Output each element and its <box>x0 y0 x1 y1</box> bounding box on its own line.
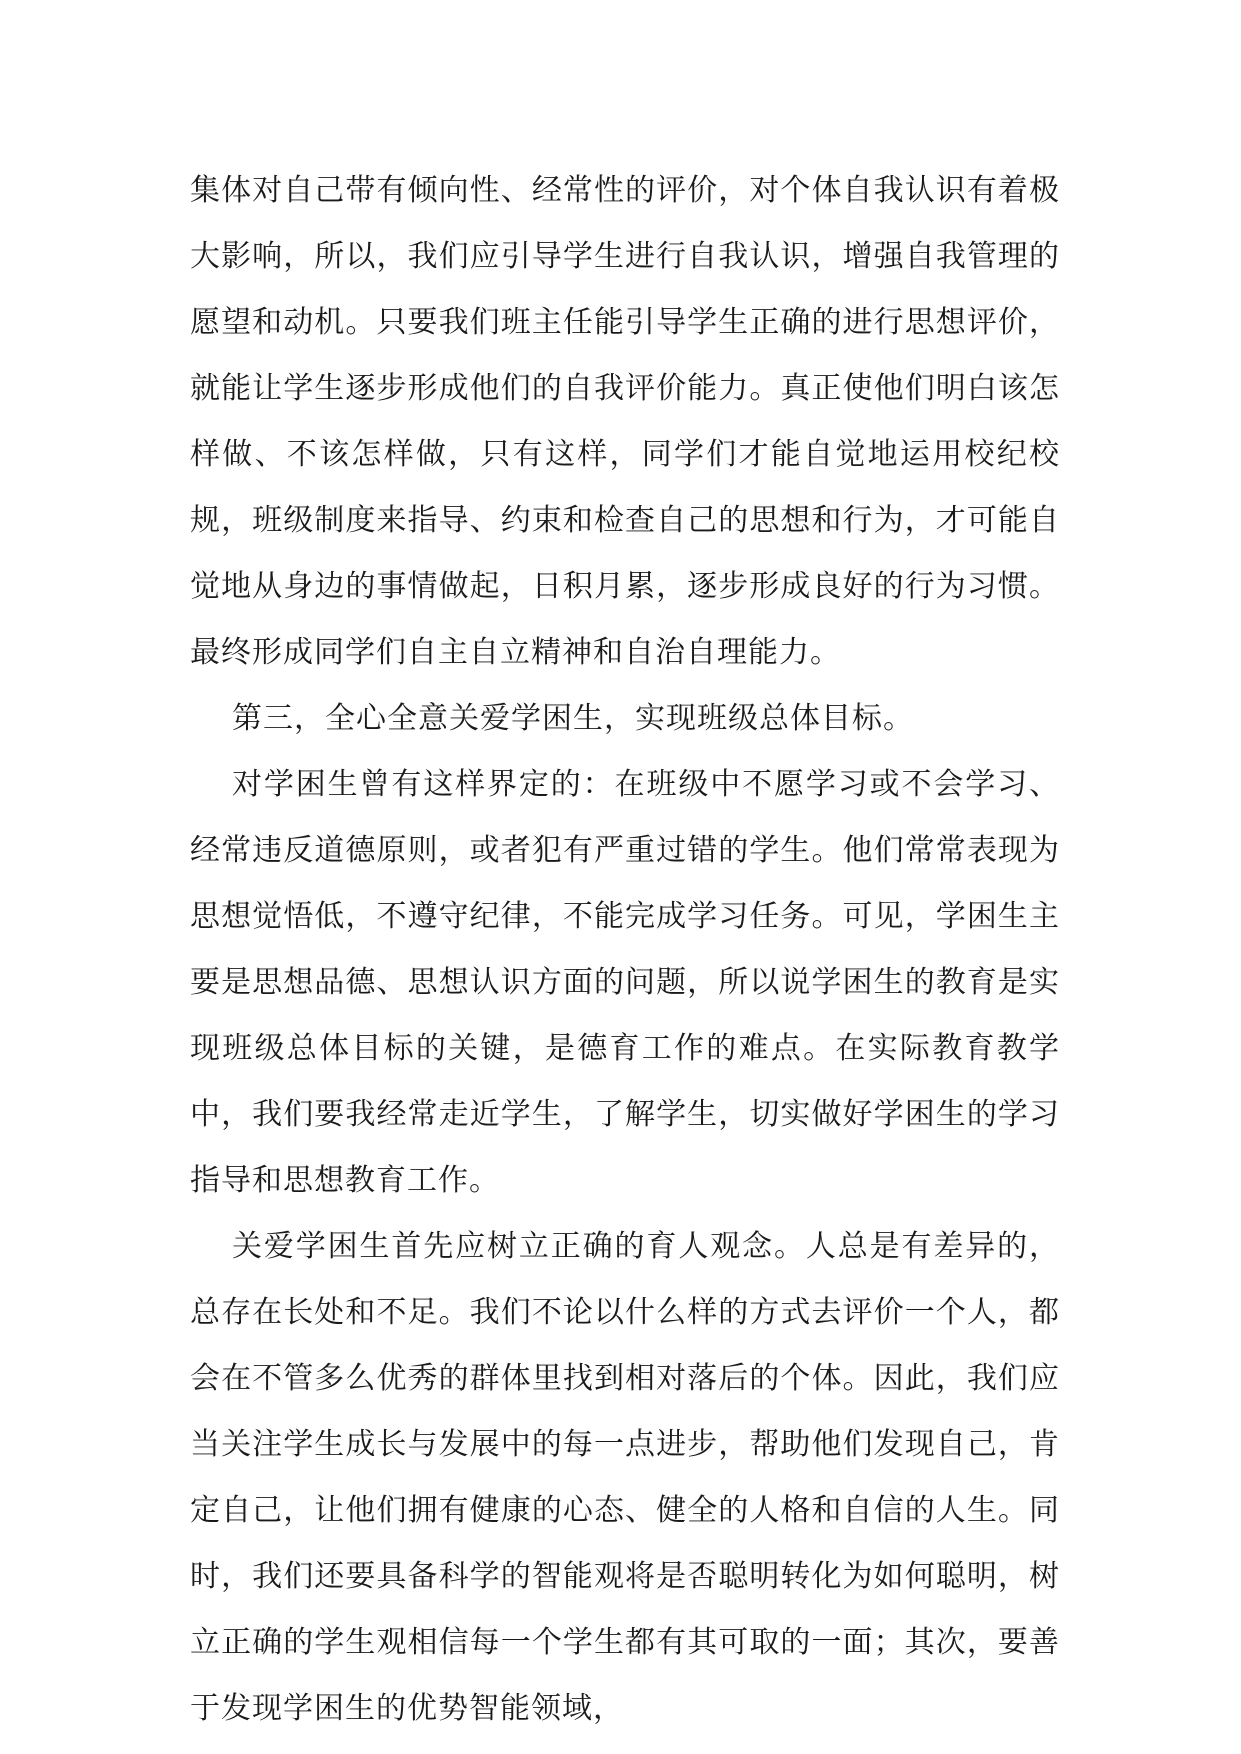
paragraph-4: 关爱学困生首先应树立正确的育人观念。人总是有差异的，总存在长处和不足。我们不论以什么样的方式去评价一个人，都会在不管多么优秀的群体里找到相对落后的个体。因此，我们应当关注学生成长与发展中的每一点进步，帮助他们发现自己，肯定自己，让他们拥有健康的心态、健全的人格和自信的人生。同时，我们还要具备科学的智能观将是否聪明转化为如何聪明，树立正确的学生观相信每一个学生都有其可取的一面；其次，要善于发现学困生的优势智能领域， <box>190 1229 1060 1726</box>
paragraph-3: 对学困生曾有这样界定的：在班级中不愿学习或不会学习、经常违反道德原则，或者犯有严重过错的学生。他们常常表现为思想觉悟低，不遵守纪律，不能完成学习任务。可见，学困生主要是思想品德、思想认识方面的问题，所以说学困生的教育是实现班级总体目标的关键，是德育工作的难点。在实际教育教学中，我们要我经常走近学生，了解学生，切实做好学困生的学习指导和思想教育工作。 <box>190 767 1060 1198</box>
paragraph-2-heading: 第三，全心全意关爱学困生，实现班级总体目标。 <box>232 701 914 736</box>
body-text <box>190 158 1060 1742</box>
paragraph-1: 集体对自己带有倾向性、经常性的评价，对个体自我认识有着极大影响，所以，我们应引导学生进行自我认识，增强自我管理的愿望和动机。只要我们班主任能引导学生正确的进行思想评价，就能让学生逐步形成他们的自我评价能力。真正使他们明白该怎样做、不该怎样做，只有这样，同学们才能自觉地运用校纪校规，班级制度来指导、约束和检查自己的思想和行为，才可能自觉地从身边的事情做起，日积月累，逐步形成良好的行为习惯。最终形成同学们自主自立精神和自治自理能力。 <box>190 173 1060 670</box>
